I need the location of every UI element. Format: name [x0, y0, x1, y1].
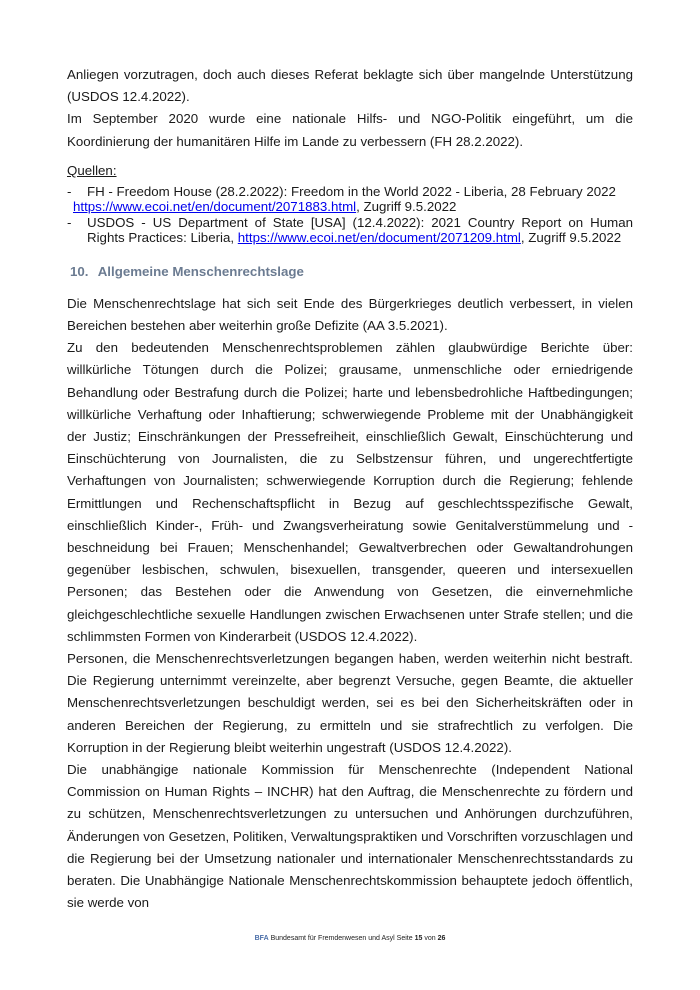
source-link[interactable]: https://www.ecoi.net/en/document/2071883.html — [73, 199, 357, 215]
footer-page-number: 15 — [414, 935, 423, 942]
source-item — [67, 184, 633, 215]
document-body — [67, 64, 633, 915]
sources-heading: Quellen: — [67, 162, 117, 178]
source-text: USDOS - US Department of State [USA] (12.4.2022): 2021 Country Report on Human Rights Practices: Liberia, — [87, 214, 633, 246]
footer-page-label: Seite — [396, 935, 413, 942]
source-access-date: , Zugriff 9.5.2022 — [520, 230, 622, 246]
section-heading — [70, 264, 633, 279]
list-dash: - — [67, 183, 72, 199]
body-paragraph: Die Menschenrechtslage hat sich seit Ende des Bürgerkrieges deutlich verbessert, in vielen Bereichen bestehen aber weiterhin große Defizite (AA 3.5.2021). — [67, 295, 633, 334]
source-access-date: , Zugriff 9.5.2022 — [356, 199, 457, 215]
page-footer — [0, 935, 700, 942]
intro-paragraph: Anliegen vorzutragen, doch auch dieses Referat beklagte sich über mangelnde Unterstützung (USDOS 12.4.2022). — [67, 67, 633, 105]
footer-org: Bundesamt für Fremdenwesen und Asyl — [270, 935, 395, 942]
intro-paragraph: Im September 2020 wurde eine nationale Hilfs- und NGO-Politik eingeführt, um die Koordinierung der humanitären Hilfe im Lande zu verbessern (FH 28.2.2022). — [67, 111, 633, 149]
bfa-logo: BFA — [254, 935, 269, 942]
body-paragraph: Zu den bedeutenden Menschenrechtsproblemen zählen glaubwürdige Berichte über: willkürliche Tötungen durch die Polizei; grausame, unmenschliche oder erniedrigende Behandlung oder Bestrafung durch die Polizei; harte und lebensbedrohliche Haftbedingungen; willkürliche Verhaftung oder Inhaftierung; schwerwiegende Probleme mit der Unabhängigkeit der Justiz; Einschränkungen der Pressefreiheit, einschließlich Gewalt, Einschüchterung und Einschüchterung von Journalisten, die zu Selbstzensur führen, und ungerechtfertigte Verhaftungen von Journalisten; schwerwiegende Korruption durch die Regierung; fehlende Ermittlungen und Rechenschaftspflicht in Bezug auf geschlechtsspezifische Gewalt, einschließlich Kinder-, Früh- und Zwangsverheiratung sowie Genitalverstümmelung und -beschneidung bei Frauen; Menschenhandel; Gewaltverbrechen oder Gewaltandrohungen gegenüber lesbischen, schwulen, bisexuellen, transgender, queeren und intersexuellen Personen; das Bestehen oder die Anwendung von Gesetzen, die einvernehmliche gleichgeschlechtliche sexuelle Handlungen zwischen Erwachsenen unter Strafe stellen; und die schlimmsten Formen von Kinderarbeit (USDOS 12.4.2022). — [67, 340, 633, 644]
source-item — [67, 215, 633, 246]
body-paragraph: Personen, die Menschenrechtsverletzungen begangen haben, werden weiterhin nicht bestraft. Die Regierung unternimmt vereinzelte, aber begrenzt Versuche, gegen Beamte, die aktueller Menschenrechtsverletzungen beschuldigt werden, sei es bei den Sicherheitskräften oder in anderen Bereichen der Regierung, zu ermitteln und sie strafrechtlich zu verfolgen. Die Korruption in der Regierung bleibt weiterhin ungestraft (USDOS 12.4.2022). — [67, 651, 633, 755]
list-dash: - — [67, 214, 72, 230]
footer-total-pages: 26 — [437, 935, 446, 942]
section-title: Allgemeine Menschenrechtslage — [97, 263, 304, 279]
section-number: 10. — [70, 263, 89, 279]
source-link[interactable]: https://www.ecoi.net/en/document/2071209.html — [237, 230, 521, 246]
body-paragraph: Die unabhängige nationale Kommission für Menschenrechte (Independent National Commission on Human Rights – INCHR) hat den Auftrag, die Menschenrechte zu fördern und zu schützen, Menschenrechtsverletzungen zu untersuchen und Anhörungen durchzuführen, Änderungen von Gesetzen, Politiken, Verwaltungspraktiken und Vorschriften vorzuschlagen und die Regierung bei der Umsetzung nationaler und internationaler Menschenrechtsstandards zu beraten. Die Unabhängige Nationale Menschenrechtskommission behauptete jedoch öffentlich, sie werde von — [67, 762, 633, 911]
source-text: FH - Freedom House (28.2.2022): Freedom in the World 2022 - Liberia, 28 February 2022 — [87, 183, 616, 199]
footer-of-label: von — [424, 935, 436, 942]
